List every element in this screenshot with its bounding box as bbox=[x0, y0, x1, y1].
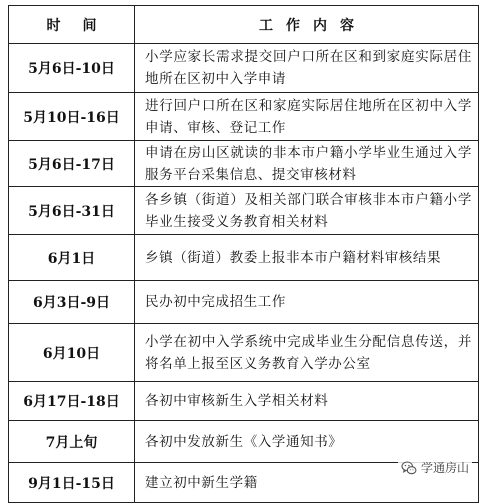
header-content-char: 作 bbox=[286, 17, 300, 34]
header-time bbox=[9, 6, 135, 44]
time-cell: 5月6日-10日 bbox=[9, 44, 135, 93]
table-row bbox=[9, 187, 479, 235]
content-cell: 进行回户口所在区和家庭实际居住地所在区初中入学申请、审核、登记工作 bbox=[135, 93, 479, 141]
table-row bbox=[9, 235, 479, 281]
table-row bbox=[9, 141, 479, 187]
content-cell: 乡镇（街道）教委上报非本市户籍材料审核结果 bbox=[135, 235, 479, 281]
source-watermark bbox=[398, 458, 472, 477]
table-row bbox=[9, 281, 479, 324]
time-cell: 6月17日-18日 bbox=[9, 382, 135, 421]
time-cell: 5月6日-17日 bbox=[9, 141, 135, 187]
header-time-char: 间 bbox=[82, 17, 97, 34]
time-cell: 9月1日-15日 bbox=[9, 463, 135, 503]
time-cell: 6月10日 bbox=[9, 324, 135, 382]
header-time-char: 时 bbox=[46, 17, 61, 34]
time-cell: 6月3日-9日 bbox=[9, 281, 135, 324]
table-row bbox=[9, 421, 479, 463]
table-header-row bbox=[9, 6, 479, 44]
content-cell: 申请在房山区就读的非本市户籍小学毕业生通过入学服务平台采集信息、提交审核材料 bbox=[135, 141, 479, 187]
table-row bbox=[9, 324, 479, 382]
content-cell: 各初中发放新生《入学通知书》 bbox=[135, 421, 479, 463]
time-cell: 7月上旬 bbox=[9, 421, 135, 463]
content-cell: 小学在初中入学系统中完成毕业生分配信息传送，并将名单上报至区义务教育入学办公室 bbox=[135, 324, 479, 382]
table-row bbox=[9, 93, 479, 141]
header-content-char: 工 bbox=[259, 17, 273, 34]
table-row bbox=[9, 44, 479, 93]
content-cell: 建立初中新生学籍 bbox=[135, 463, 479, 503]
content-cell: 各初中审核新生入学相关材料 bbox=[135, 382, 479, 421]
content-cell: 民办初中完成招生工作 bbox=[135, 281, 479, 324]
time-cell: 6月1日 bbox=[9, 235, 135, 281]
header-content-char: 容 bbox=[340, 17, 354, 34]
wechat-icon bbox=[401, 460, 417, 476]
time-cell: 5月6日-31日 bbox=[9, 187, 135, 235]
enrollment-schedule-table bbox=[8, 5, 479, 503]
header-content-char: 内 bbox=[313, 17, 327, 34]
content-cell: 各乡镇（街道）及相关部门联合审核非本市户籍小学毕业生接受义务教育相关材料 bbox=[135, 187, 479, 235]
header-content bbox=[135, 6, 479, 44]
content-cell: 小学应家长需求提交回户口所在区和到家庭实际居住地所在区初中入学申请 bbox=[135, 44, 479, 93]
watermark-text: 学通房山 bbox=[420, 461, 469, 475]
table-row bbox=[9, 382, 479, 421]
time-cell: 5月10日-16日 bbox=[9, 93, 135, 141]
